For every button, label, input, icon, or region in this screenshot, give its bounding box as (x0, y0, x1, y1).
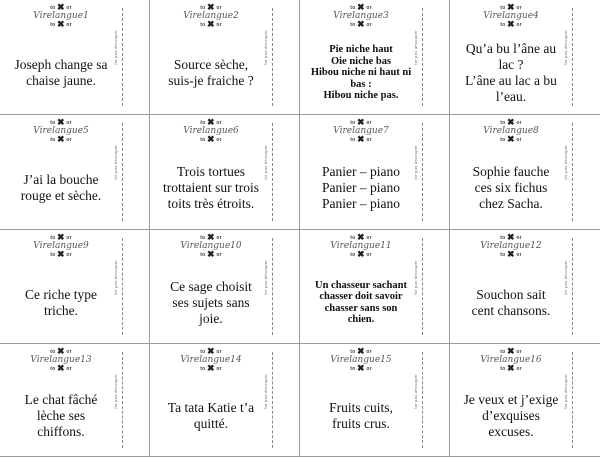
tongue-twister-card (0, 115, 150, 230)
logo-word: or (214, 235, 222, 241)
cut-note: Ne pas découper (113, 30, 118, 65)
logo-word: or (64, 5, 72, 11)
logo-word: to (200, 252, 207, 258)
logo-word: or (214, 349, 222, 355)
card-logo (150, 119, 272, 144)
logo-word: or (364, 349, 372, 355)
logo-word: or (364, 22, 372, 28)
logo-word: or (214, 137, 222, 143)
cut-note: Ne pas découper (563, 260, 568, 295)
card-title: Virelangue9 (33, 241, 89, 251)
tongue-twister-card (150, 344, 300, 457)
card-title: Virelangue2 (183, 11, 239, 21)
tongue-twister-card (300, 230, 450, 344)
card-logo (450, 234, 572, 259)
logo-bottom-line (300, 251, 422, 259)
card-title: Virelangue12 (480, 241, 542, 251)
tongue-twister-card (450, 230, 600, 344)
fold-line (572, 352, 573, 448)
logo-word: or (364, 120, 372, 126)
logo-x-icon: ✖ (506, 346, 515, 356)
phrase-text: Fruits cuits, fruits crus. (329, 400, 393, 431)
card-phrase (4, 38, 118, 108)
cut-note: Ne pas découper (563, 145, 568, 180)
phrase-text: Trois tortues trottaient sur trois toits très étroits. (163, 164, 259, 211)
logo-word: or (214, 252, 222, 258)
logo-x-icon: ✖ (356, 249, 365, 259)
logo-word: to (350, 22, 357, 28)
logo-bottom-line (300, 136, 422, 144)
fold-line (272, 238, 273, 335)
cut-note: Ne pas découper (263, 145, 268, 180)
card-phrase (4, 268, 118, 337)
logo-x-icon: ✖ (206, 363, 215, 373)
logo-x-icon: ✖ (206, 134, 215, 144)
card-logo (450, 4, 572, 29)
logo-word: to (200, 349, 207, 355)
card-logo (450, 119, 572, 144)
fold-line (122, 352, 123, 448)
logo-word: to (200, 5, 207, 11)
card-logo (300, 234, 422, 259)
logo-word: or (214, 22, 222, 28)
logo-bottom-line (450, 365, 572, 373)
fold-line (122, 8, 123, 106)
tongue-twister-card (450, 344, 600, 457)
logo-word: or (364, 366, 372, 372)
tongue-twister-card (450, 115, 600, 230)
logo-x-icon: ✖ (506, 134, 515, 144)
card-phrase (304, 382, 418, 450)
fold-line (422, 123, 423, 221)
card-logo (0, 4, 122, 29)
tongue-twister-card (300, 344, 450, 457)
card-title: Virelangue1 (33, 11, 89, 21)
logo-x-icon: ✖ (506, 19, 515, 29)
cut-note: Ne pas découper (113, 145, 118, 180)
logo-x-icon: ✖ (356, 2, 365, 12)
logo-x-icon: ✖ (206, 117, 215, 127)
card-logo (300, 119, 422, 144)
fold-line (572, 8, 573, 106)
logo-x-icon: ✖ (356, 232, 365, 242)
logo-word: to (350, 366, 357, 372)
card-title: Virelangue11 (330, 241, 392, 251)
logo-word: to (350, 235, 357, 241)
logo-word: to (500, 5, 507, 11)
card-title: Virelangue4 (483, 11, 539, 21)
logo-word: to (350, 252, 357, 258)
card-logo (0, 234, 122, 259)
fold-line (272, 8, 273, 106)
logo-word: or (64, 252, 72, 258)
logo-word: or (214, 120, 222, 126)
logo-x-icon: ✖ (356, 363, 365, 373)
logo-bottom-line (300, 365, 422, 373)
logo-word: or (364, 235, 372, 241)
card-logo (150, 234, 272, 259)
logo-word: to (50, 120, 57, 126)
logo-word: or (514, 22, 522, 28)
logo-x-icon: ✖ (56, 249, 65, 259)
logo-bottom-line (150, 21, 272, 29)
phrase-text: Source sèche, suis-je fraiche ? (168, 57, 254, 88)
logo-x-icon: ✖ (56, 2, 65, 12)
tongue-twister-card (0, 344, 150, 457)
logo-word: or (514, 137, 522, 143)
logo-x-icon: ✖ (506, 363, 515, 373)
logo-word: or (64, 22, 72, 28)
card-title: Virelangue5 (33, 126, 89, 136)
card-logo (150, 348, 272, 373)
logo-word: to (50, 252, 57, 258)
phrase-text: Un chasseur sachant chasser doit savoir chasser sans son chien. (315, 279, 407, 325)
logo-word: to (350, 349, 357, 355)
logo-word: to (500, 137, 507, 143)
logo-word: to (500, 366, 507, 372)
card-title: Virelangue16 (480, 355, 542, 365)
logo-x-icon: ✖ (356, 134, 365, 144)
logo-word: to (350, 120, 357, 126)
fold-line (572, 123, 573, 221)
cut-note: Ne pas découper (263, 260, 268, 295)
logo-word: to (200, 120, 207, 126)
logo-bottom-line (450, 21, 572, 29)
logo-word: or (64, 137, 72, 143)
card-phrase (4, 382, 118, 450)
logo-word: to (500, 120, 507, 126)
card-phrase (304, 268, 418, 337)
card-phrase (154, 382, 268, 450)
logo-word: to (50, 22, 57, 28)
logo-bottom-line (150, 251, 272, 259)
phrase-text: Pie niche haut Oie niche bas Hibou niche ni haut ni bas : Hibou niche pas. (310, 44, 412, 102)
cut-note: Ne pas découper (263, 30, 268, 65)
card-phrase (154, 268, 268, 337)
logo-x-icon: ✖ (206, 2, 215, 12)
logo-x-icon: ✖ (356, 19, 365, 29)
logo-bottom-line (150, 136, 272, 144)
logo-word: or (364, 137, 372, 143)
logo-word: or (514, 366, 522, 372)
logo-word: to (200, 22, 207, 28)
logo-word: or (64, 120, 72, 126)
card-title: Virelangue13 (30, 355, 92, 365)
card-logo (150, 4, 272, 29)
logo-word: or (514, 252, 522, 258)
phrase-text: Ta tata Katie t’a quitté. (167, 400, 255, 431)
card-title: Virelangue8 (483, 126, 539, 136)
logo-x-icon: ✖ (56, 363, 65, 373)
tongue-twister-card (0, 230, 150, 344)
logo-word: to (350, 5, 357, 11)
cut-note: Ne pas découper (263, 374, 268, 409)
cut-note: Ne pas découper (413, 145, 418, 180)
phrase-text: Sophie fauche ces six fichus chez Sacha. (472, 164, 550, 211)
logo-word: or (64, 235, 72, 241)
logo-x-icon: ✖ (206, 232, 215, 242)
logo-bottom-line (0, 21, 122, 29)
logo-word: or (514, 120, 522, 126)
logo-x-icon: ✖ (56, 346, 65, 356)
card-phrase (454, 38, 568, 108)
logo-word: or (364, 252, 372, 258)
logo-x-icon: ✖ (206, 249, 215, 259)
card-logo (300, 348, 422, 373)
logo-word: to (50, 5, 57, 11)
phrase-text: Ce sage choisit ses sujets sans joie. (170, 278, 252, 326)
logo-bottom-line (0, 136, 122, 144)
fold-line (572, 238, 573, 335)
logo-word: to (200, 366, 207, 372)
logo-word: or (514, 5, 522, 11)
cut-note: Ne pas découper (563, 374, 568, 409)
cut-note: Ne pas découper (413, 260, 418, 295)
fold-line (122, 123, 123, 221)
phrase-text: Je veux et j’exige d’exquises excuses. (463, 392, 559, 439)
tongue-twister-card (450, 0, 600, 115)
logo-x-icon: ✖ (206, 19, 215, 29)
cut-note: Ne pas découper (413, 374, 418, 409)
logo-word: to (50, 366, 57, 372)
logo-bottom-line (300, 21, 422, 29)
logo-x-icon: ✖ (506, 249, 515, 259)
logo-word: to (200, 235, 207, 241)
tongue-twister-card (150, 115, 300, 230)
fold-line (272, 352, 273, 448)
card-phrase (454, 153, 568, 223)
tongue-twister-card (300, 0, 450, 115)
card-title: Virelangue14 (180, 355, 242, 365)
logo-word: to (50, 137, 57, 143)
fold-line (122, 238, 123, 335)
card-title: Virelangue10 (180, 241, 242, 251)
logo-word: or (514, 235, 522, 241)
card-logo (0, 119, 122, 144)
logo-bottom-line (450, 136, 572, 144)
card-phrase (304, 38, 418, 108)
logo-x-icon: ✖ (506, 117, 515, 127)
tongue-twister-card (150, 0, 300, 115)
fold-line (422, 352, 423, 448)
card-phrase (454, 382, 568, 450)
tongue-twister-card (150, 230, 300, 344)
card-title: Virelangue7 (333, 126, 389, 136)
logo-x-icon: ✖ (56, 134, 65, 144)
logo-word: or (214, 5, 222, 11)
phrase-text: J’ai la bouche rouge et sèche. (20, 172, 102, 203)
cut-note: Ne pas découper (563, 30, 568, 65)
fold-line (422, 8, 423, 106)
logo-bottom-line (0, 251, 122, 259)
logo-x-icon: ✖ (356, 346, 365, 356)
logo-x-icon: ✖ (56, 232, 65, 242)
logo-word: or (364, 5, 372, 11)
card-logo (450, 348, 572, 373)
phrase-text: Le chat fâché lèche ses chiffons. (24, 392, 98, 439)
tongue-twister-card (300, 115, 450, 230)
logo-x-icon: ✖ (356, 117, 365, 127)
logo-bottom-line (450, 251, 572, 259)
card-phrase (154, 153, 268, 223)
cut-note: Ne pas découper (113, 374, 118, 409)
logo-bottom-line (0, 365, 122, 373)
card-title: Virelangue6 (183, 126, 239, 136)
phrase-text: Joseph change sa chaise jaune. (14, 57, 108, 88)
fold-line (272, 123, 273, 221)
logo-word: or (64, 366, 72, 372)
logo-word: to (350, 137, 357, 143)
logo-x-icon: ✖ (206, 346, 215, 356)
logo-word: or (214, 366, 222, 372)
fold-line (422, 238, 423, 335)
card-phrase (154, 38, 268, 108)
logo-bottom-line (150, 365, 272, 373)
card-phrase (304, 153, 418, 223)
phrase-text: Panier – piano Panier – piano Panier – piano (322, 164, 400, 211)
cut-note: Ne pas découper (413, 30, 418, 65)
logo-x-icon: ✖ (56, 19, 65, 29)
card-phrase (4, 153, 118, 223)
phrase-text: Souchon sait cent chansons. (471, 286, 551, 318)
logo-word: to (500, 235, 507, 241)
card-phrase (454, 268, 568, 337)
phrase-text: Ce riche type triche. (25, 286, 97, 318)
logo-word: to (50, 235, 57, 241)
logo-word: or (514, 349, 522, 355)
card-logo (0, 348, 122, 373)
logo-word: to (500, 252, 507, 258)
logo-x-icon: ✖ (506, 232, 515, 242)
logo-word: to (500, 349, 507, 355)
logo-word: to (500, 22, 507, 28)
logo-word: or (64, 349, 72, 355)
logo-x-icon: ✖ (56, 117, 65, 127)
logo-word: to (50, 349, 57, 355)
card-title: Virelangue3 (333, 11, 389, 21)
phrase-text: Qu’a bu l’âne au lac ? L’âne au lac a bu l’eau. (465, 41, 557, 104)
tongue-twister-card (0, 0, 150, 115)
cut-note: Ne pas découper (113, 260, 118, 295)
logo-x-icon: ✖ (506, 2, 515, 12)
card-title: Virelangue15 (330, 355, 392, 365)
logo-word: to (200, 137, 207, 143)
card-logo (300, 4, 422, 29)
